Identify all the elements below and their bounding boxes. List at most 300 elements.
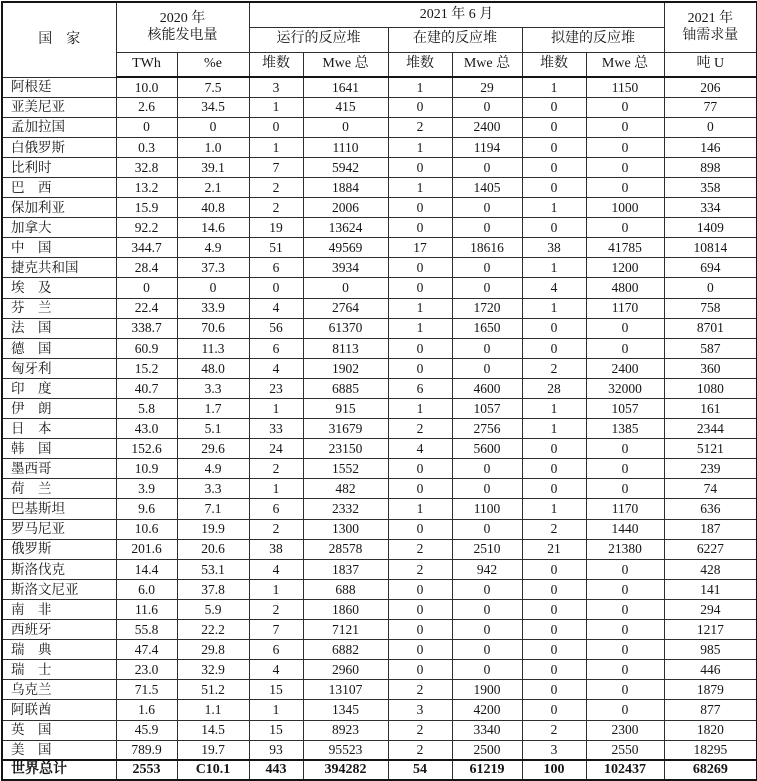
- value-cell: 0: [388, 519, 452, 539]
- value-cell: 2500: [452, 740, 522, 760]
- value-cell: 7.5: [177, 77, 249, 97]
- value-cell: 0: [452, 258, 522, 278]
- value-cell: 0: [388, 198, 452, 218]
- value-cell: 29.8: [177, 640, 249, 660]
- value-cell: 6: [388, 378, 452, 398]
- value-cell: 0: [388, 459, 452, 479]
- value-cell: 51.2: [177, 680, 249, 700]
- country-cell: 加拿大: [2, 218, 116, 238]
- value-cell: 0: [388, 620, 452, 640]
- country-cell: 保加利亚: [2, 198, 116, 218]
- value-cell: 1860: [303, 599, 388, 619]
- value-cell: 985: [664, 640, 757, 660]
- value-cell: 0: [452, 599, 522, 619]
- value-cell: 4: [249, 660, 303, 680]
- value-cell: 360: [664, 358, 757, 378]
- value-cell: 1170: [586, 298, 664, 318]
- value-cell: 344.7: [116, 238, 177, 258]
- value-cell: 0: [522, 439, 586, 459]
- value-cell: 4: [388, 439, 452, 459]
- value-cell: 0: [388, 338, 452, 358]
- country-cell: 德 国: [2, 338, 116, 358]
- value-cell: 0: [452, 278, 522, 298]
- country-cell: 罗马尼亚: [2, 519, 116, 539]
- value-cell: 60.9: [116, 338, 177, 358]
- value-cell: 55.8: [116, 620, 177, 640]
- value-cell: 20.6: [177, 539, 249, 559]
- value-cell: 13624: [303, 218, 388, 238]
- value-cell: 4.9: [177, 459, 249, 479]
- header-2021-june: 2021 年 6 月: [249, 2, 664, 27]
- table-row: [2, 599, 757, 619]
- value-cell: 1641: [303, 77, 388, 97]
- value-cell: 1720: [452, 298, 522, 318]
- value-cell: 28: [522, 378, 586, 398]
- header-operating-reactors: 运行的反应堆: [249, 27, 388, 52]
- value-cell: 1: [388, 77, 452, 97]
- value-cell: 0: [452, 620, 522, 640]
- value-cell: 0: [522, 117, 586, 137]
- value-cell: 428: [664, 559, 757, 579]
- value-cell: 2: [249, 459, 303, 479]
- value-cell: 92.2: [116, 218, 177, 238]
- table-row: [2, 579, 757, 599]
- value-cell: 18295: [664, 740, 757, 760]
- value-cell: 23150: [303, 439, 388, 459]
- value-cell: 2332: [303, 499, 388, 519]
- table-row: [2, 439, 757, 459]
- value-cell: 28.4: [116, 258, 177, 278]
- value-cell: 45.9: [116, 720, 177, 740]
- table-row: [2, 177, 757, 197]
- header-line: 2021 年: [687, 11, 734, 27]
- country-cell: 法 国: [2, 318, 116, 338]
- value-cell: 2756: [452, 419, 522, 439]
- value-cell: 0: [522, 660, 586, 680]
- header-line: 2020 年: [159, 11, 206, 27]
- value-cell: 2300: [586, 720, 664, 740]
- value-cell: 1385: [586, 419, 664, 439]
- value-cell: 1: [522, 258, 586, 278]
- value-cell: 0: [522, 338, 586, 358]
- value-cell: 0: [586, 579, 664, 599]
- value-cell: 636: [664, 499, 757, 519]
- value-cell: 2550: [586, 740, 664, 760]
- value-cell: 1: [522, 298, 586, 318]
- table-row: [2, 419, 757, 439]
- header-row-1: [2, 2, 757, 27]
- table-row: [2, 258, 757, 278]
- value-cell: 2: [249, 599, 303, 619]
- value-cell: 1837: [303, 559, 388, 579]
- country-cell: 亚美尼亚: [2, 97, 116, 117]
- value-cell: 48.0: [177, 358, 249, 378]
- value-cell: 14.6: [177, 218, 249, 238]
- header-country: 国 家: [2, 2, 116, 77]
- value-cell: 0: [664, 117, 757, 137]
- unit-reactor-count: 堆数: [388, 52, 452, 77]
- table-row: [2, 318, 757, 338]
- value-cell: 3.9: [116, 479, 177, 499]
- value-cell: 37.3: [177, 258, 249, 278]
- value-cell: 3: [249, 77, 303, 97]
- value-cell: 2: [388, 559, 452, 579]
- country-cell: 乌克兰: [2, 680, 116, 700]
- table-row: [2, 338, 757, 358]
- table-row: [2, 499, 757, 519]
- value-cell: 13.2: [116, 177, 177, 197]
- value-cell: 187: [664, 519, 757, 539]
- table-row: [2, 760, 757, 780]
- value-cell: 0: [388, 218, 452, 238]
- value-cell: 0: [452, 97, 522, 117]
- table-row: [2, 519, 757, 539]
- country-cell: 印 度: [2, 378, 116, 398]
- value-cell: 394282: [303, 760, 388, 780]
- value-cell: 14.5: [177, 720, 249, 740]
- value-cell: 5.9: [177, 599, 249, 619]
- value-cell: 5942: [303, 157, 388, 177]
- value-cell: 0: [388, 479, 452, 499]
- value-cell: 0: [303, 117, 388, 137]
- table-row: [2, 358, 757, 378]
- header-line: 核能发电量: [147, 28, 218, 44]
- value-cell: 0: [586, 620, 664, 640]
- country-cell: 世界总计: [2, 760, 116, 780]
- value-cell: 0: [586, 318, 664, 338]
- value-cell: 1: [249, 399, 303, 419]
- value-cell: 877: [664, 700, 757, 720]
- value-cell: 239: [664, 459, 757, 479]
- value-cell: 443: [249, 760, 303, 780]
- value-cell: 0: [522, 620, 586, 640]
- table-row: [2, 680, 757, 700]
- value-cell: 29.6: [177, 439, 249, 459]
- value-cell: 38: [522, 238, 586, 258]
- value-cell: 1057: [452, 399, 522, 419]
- value-cell: 53.1: [177, 559, 249, 579]
- value-cell: 1100: [452, 499, 522, 519]
- value-cell: 3.3: [177, 378, 249, 398]
- table-row: [2, 700, 757, 720]
- value-cell: 1110: [303, 137, 388, 157]
- value-cell: 1: [388, 318, 452, 338]
- value-cell: C10.1: [177, 760, 249, 780]
- value-cell: 0: [116, 117, 177, 137]
- value-cell: 694: [664, 258, 757, 278]
- table-row: [2, 238, 757, 258]
- value-cell: 77: [664, 97, 757, 117]
- value-cell: 40.8: [177, 198, 249, 218]
- country-cell: 美 国: [2, 740, 116, 760]
- value-cell: 6: [249, 499, 303, 519]
- country-cell: 西班牙: [2, 620, 116, 640]
- value-cell: 2510: [452, 539, 522, 559]
- table-row: [2, 157, 757, 177]
- value-cell: 1: [249, 137, 303, 157]
- value-cell: 1150: [586, 77, 664, 97]
- value-cell: 19.7: [177, 740, 249, 760]
- value-cell: 7.1: [177, 499, 249, 519]
- value-cell: 2: [249, 519, 303, 539]
- value-cell: 6885: [303, 378, 388, 398]
- value-cell: 10.0: [116, 77, 177, 97]
- value-cell: 19.9: [177, 519, 249, 539]
- value-cell: 1409: [664, 218, 757, 238]
- value-cell: 1: [522, 499, 586, 519]
- value-cell: 1900: [452, 680, 522, 700]
- value-cell: 1194: [452, 137, 522, 157]
- value-cell: 0: [177, 278, 249, 298]
- value-cell: 0: [586, 700, 664, 720]
- header-planned-reactors: 拟建的反应堆: [522, 27, 664, 52]
- value-cell: 22.4: [116, 298, 177, 318]
- value-cell: 23: [249, 378, 303, 398]
- country-cell: 英 国: [2, 720, 116, 740]
- header-2020-generation: [116, 2, 249, 52]
- value-cell: 0: [452, 358, 522, 378]
- table-body: [2, 77, 757, 780]
- value-cell: 22.2: [177, 620, 249, 640]
- value-cell: 1.1: [177, 700, 249, 720]
- value-cell: 15.2: [116, 358, 177, 378]
- value-cell: 15.9: [116, 198, 177, 218]
- value-cell: 201.6: [116, 539, 177, 559]
- country-cell: 俄罗斯: [2, 539, 116, 559]
- value-cell: 102437: [586, 760, 664, 780]
- value-cell: 0: [522, 157, 586, 177]
- value-cell: 3.3: [177, 479, 249, 499]
- value-cell: 0: [522, 459, 586, 479]
- country-cell: 荷 兰: [2, 479, 116, 499]
- country-cell: 巴 西: [2, 177, 116, 197]
- value-cell: 1000: [586, 198, 664, 218]
- country-cell: 日 本: [2, 419, 116, 439]
- value-cell: 32.9: [177, 660, 249, 680]
- value-cell: 942: [452, 559, 522, 579]
- value-cell: 334: [664, 198, 757, 218]
- value-cell: 2: [388, 419, 452, 439]
- value-cell: 1: [249, 579, 303, 599]
- value-cell: 1: [522, 399, 586, 419]
- table-row: [2, 660, 757, 680]
- value-cell: 6.0: [116, 579, 177, 599]
- value-cell: 4800: [586, 278, 664, 298]
- value-cell: 0: [116, 278, 177, 298]
- unit-twh: TWh: [116, 52, 177, 77]
- value-cell: 0: [177, 117, 249, 137]
- value-cell: 0: [452, 479, 522, 499]
- value-cell: 32000: [586, 378, 664, 398]
- value-cell: 2344: [664, 419, 757, 439]
- value-cell: 1: [388, 177, 452, 197]
- value-cell: 54: [388, 760, 452, 780]
- country-cell: 埃 及: [2, 278, 116, 298]
- country-cell: 阿根廷: [2, 77, 116, 97]
- value-cell: 41785: [586, 238, 664, 258]
- value-cell: 18616: [452, 238, 522, 258]
- value-cell: 10.6: [116, 519, 177, 539]
- value-cell: 0: [452, 660, 522, 680]
- value-cell: 21380: [586, 539, 664, 559]
- value-cell: 2553: [116, 760, 177, 780]
- table-row: [2, 640, 757, 660]
- value-cell: 3: [522, 740, 586, 760]
- value-cell: 0: [586, 97, 664, 117]
- value-cell: 0: [586, 338, 664, 358]
- value-cell: 1440: [586, 519, 664, 539]
- value-cell: 61370: [303, 318, 388, 338]
- table-row: [2, 378, 757, 398]
- unit-mwe-total: Mwe 总: [586, 52, 664, 77]
- value-cell: 95523: [303, 740, 388, 760]
- value-cell: 206: [664, 77, 757, 97]
- value-cell: 0: [388, 599, 452, 619]
- value-cell: 11.3: [177, 338, 249, 358]
- table-row: [2, 479, 757, 499]
- value-cell: 0: [452, 640, 522, 660]
- value-cell: 358: [664, 177, 757, 197]
- country-cell: 芬 兰: [2, 298, 116, 318]
- value-cell: 29: [452, 77, 522, 97]
- country-cell: 墨西哥: [2, 459, 116, 479]
- country-cell: 匈牙利: [2, 358, 116, 378]
- value-cell: 1405: [452, 177, 522, 197]
- value-cell: 0: [522, 218, 586, 238]
- value-cell: 0: [664, 278, 757, 298]
- value-cell: 70.6: [177, 318, 249, 338]
- value-cell: 0: [586, 439, 664, 459]
- value-cell: 898: [664, 157, 757, 177]
- value-cell: 1884: [303, 177, 388, 197]
- value-cell: 1217: [664, 620, 757, 640]
- value-cell: 6227: [664, 539, 757, 559]
- country-cell: 巴基斯坦: [2, 499, 116, 519]
- table-row: [2, 399, 757, 419]
- value-cell: 5.8: [116, 399, 177, 419]
- value-cell: 56: [249, 318, 303, 338]
- value-cell: 2400: [586, 358, 664, 378]
- value-cell: 0: [522, 640, 586, 660]
- value-cell: 32.8: [116, 157, 177, 177]
- value-cell: 0: [249, 117, 303, 137]
- value-cell: 8701: [664, 318, 757, 338]
- value-cell: 688: [303, 579, 388, 599]
- value-cell: 37.8: [177, 579, 249, 599]
- value-cell: 789.9: [116, 740, 177, 760]
- value-cell: 5121: [664, 439, 757, 459]
- value-cell: 0: [586, 137, 664, 157]
- value-cell: 0: [586, 660, 664, 680]
- value-cell: 2: [388, 539, 452, 559]
- value-cell: 1170: [586, 499, 664, 519]
- value-cell: 1: [388, 499, 452, 519]
- value-cell: 31679: [303, 419, 388, 439]
- value-cell: 51: [249, 238, 303, 258]
- value-cell: 0: [452, 198, 522, 218]
- value-cell: 6: [249, 640, 303, 660]
- value-cell: 0: [452, 338, 522, 358]
- value-cell: 1.7: [177, 399, 249, 419]
- value-cell: 0: [586, 599, 664, 619]
- country-cell: 瑞 典: [2, 640, 116, 660]
- value-cell: 1: [522, 198, 586, 218]
- value-cell: 482: [303, 479, 388, 499]
- value-cell: 1300: [303, 519, 388, 539]
- value-cell: 0: [522, 680, 586, 700]
- value-cell: 4: [249, 298, 303, 318]
- value-cell: 0: [586, 479, 664, 499]
- value-cell: 0: [586, 218, 664, 238]
- value-cell: 0: [388, 579, 452, 599]
- value-cell: 0: [452, 157, 522, 177]
- value-cell: 28578: [303, 539, 388, 559]
- table-header: [2, 2, 757, 77]
- value-cell: 0: [586, 640, 664, 660]
- header-line: 铀需求量: [682, 28, 739, 44]
- value-cell: 4: [249, 358, 303, 378]
- value-cell: 0: [586, 680, 664, 700]
- value-cell: 2.6: [116, 97, 177, 117]
- value-cell: 0: [249, 278, 303, 298]
- value-cell: 0: [522, 137, 586, 157]
- value-cell: 415: [303, 97, 388, 117]
- value-cell: 161: [664, 399, 757, 419]
- value-cell: 7: [249, 157, 303, 177]
- value-cell: 23.0: [116, 660, 177, 680]
- table-row: [2, 278, 757, 298]
- table-row: [2, 137, 757, 157]
- country-cell: 瑞 士: [2, 660, 116, 680]
- country-cell: 南 非: [2, 599, 116, 619]
- value-cell: 1879: [664, 680, 757, 700]
- value-cell: 10.9: [116, 459, 177, 479]
- header-under-construction-reactors: 在建的反应堆: [388, 27, 522, 52]
- table-row: [2, 539, 757, 559]
- value-cell: 1057: [586, 399, 664, 419]
- value-cell: 39.1: [177, 157, 249, 177]
- value-cell: 0: [586, 559, 664, 579]
- value-cell: 5.1: [177, 419, 249, 439]
- value-cell: 1.0: [177, 137, 249, 157]
- value-cell: 2: [388, 720, 452, 740]
- value-cell: 0: [452, 459, 522, 479]
- table-row: [2, 117, 757, 137]
- value-cell: 1902: [303, 358, 388, 378]
- value-cell: 61219: [452, 760, 522, 780]
- value-cell: 4.9: [177, 238, 249, 258]
- value-cell: 14.4: [116, 559, 177, 579]
- value-cell: 0: [303, 278, 388, 298]
- value-cell: 338.7: [116, 318, 177, 338]
- value-cell: 1: [249, 97, 303, 117]
- value-cell: 34.5: [177, 97, 249, 117]
- table-row: [2, 77, 757, 97]
- value-cell: 2: [522, 720, 586, 740]
- value-cell: 71.5: [116, 680, 177, 700]
- value-cell: 0: [586, 459, 664, 479]
- value-cell: 40.7: [116, 378, 177, 398]
- value-cell: 1.6: [116, 700, 177, 720]
- value-cell: 21: [522, 539, 586, 559]
- country-cell: 捷克共和国: [2, 258, 116, 278]
- table-row: [2, 559, 757, 579]
- table-row: [2, 198, 757, 218]
- country-cell: 伊 朗: [2, 399, 116, 419]
- value-cell: 2: [388, 740, 452, 760]
- value-cell: 1200: [586, 258, 664, 278]
- value-cell: 0: [388, 157, 452, 177]
